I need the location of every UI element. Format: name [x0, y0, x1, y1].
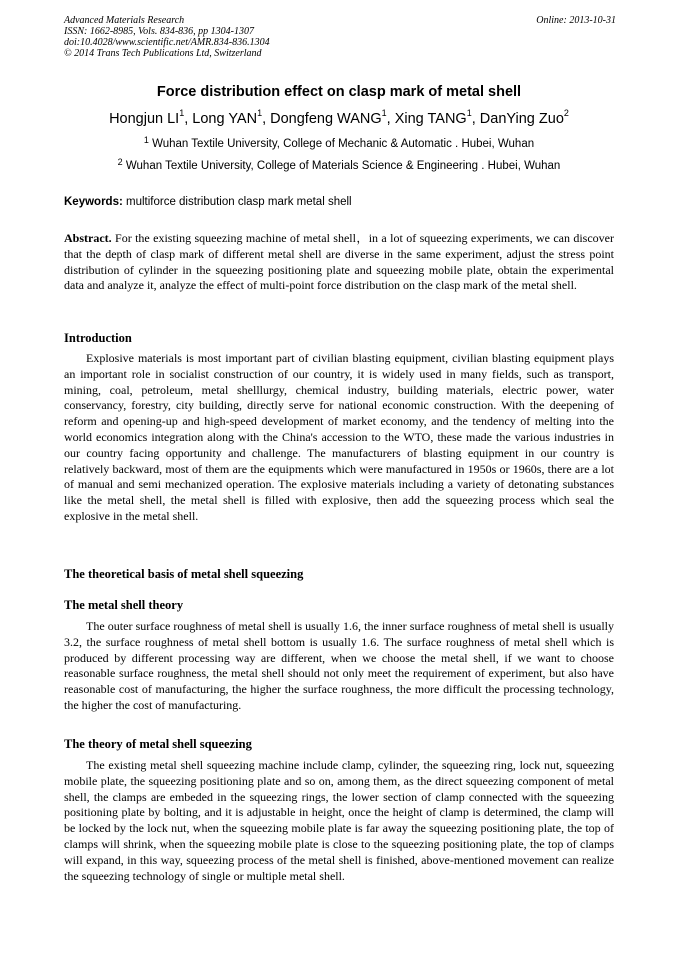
keywords-label: Keywords: [64, 196, 123, 208]
author-name: Hongjun LI [109, 111, 180, 127]
copyright-line: © 2014 Trans Tech Publications Ltd, Switzerland [64, 48, 262, 59]
author-affiliation-mark: 1 [466, 108, 472, 118]
issn-line: ISSN: 1662-8985, Vols. 834-836, pp 1304-1307 [64, 26, 254, 37]
paper-title: Force distribution effect on clasp mark of metal shell [156, 84, 522, 100]
author-name: Xing TANG [394, 111, 467, 127]
section-heading-introduction: Introduction [64, 331, 132, 345]
author-name: DanYing Zuo [479, 111, 564, 127]
online-date: Online: 2013-10-31 [536, 15, 616, 26]
author-affiliation-mark: 2 [563, 108, 569, 118]
journal-header [64, 15, 616, 59]
section-heading-theoretical-basis: The theoretical basis of metal shell squeezing [64, 567, 304, 581]
author-list: Hongjun $LI^1$, Long YAN$^1$, Dongfeng WANG$^1$, Xing TANG$^1$, DanYing Zuo$^2$ [109, 108, 569, 127]
abstract [64, 231, 614, 294]
author-affiliation-mark: 1 [257, 108, 263, 118]
abstract-label: Abstract. [64, 231, 112, 245]
subsection-heading-metal-shell-theory: The metal shell theory [64, 598, 184, 612]
affiliation-text: Wuhan Textile University, College of Mechanic & Automatic . Hubei, Wuhan [152, 138, 535, 150]
author-name: Dongfeng WANG [270, 111, 382, 127]
affiliation-1 [0, 135, 678, 150]
journal-name: Advanced Materials Research [64, 15, 185, 26]
doi-line: doi:10.4028/www.scientific.net/AMR.834-836.1304 [64, 37, 270, 48]
affiliation-text: Wuhan Textile University, College of Materials Science & Engineering . Hubei, Wuhan [125, 160, 561, 172]
metal-shell-theory-paragraph: The outer surface roughness of metal shell is usually 1.6, the inner surface roughness of metal shell is usually 3.2, the surface roughness of metal shell bottom is usually 1.6. The surface roughness of metal shell which is produced by different processing way are different, when we choose the metal shell, if we want to choose reasonable surface roughness, the metal shell should not only meet the requirement of experiment, but also have reasonable cost of manufacturing, the higher the surface roughness, the more difficult the processing technology, the higher the cost of manufacturing. [64, 619, 614, 712]
squeezing-theory-paragraph: The existing metal shell squeezing machine include clamp, cylinder, the squeezing ring, lock nut, squeezing mobile plate, the squeezing positioning plate and so on, among them, as the direct squeezing component of metal shell, the clamps are embeded in the squeezing rings, the lower section of clamp connected with the squeezing positioning plate by bolting, and it is adjustable in height, once the height of clamp is determined, the clamp will be locked by the lock nut, when the squeezing mobile plate is far away the squeezing positioning plate, the top of clamps will shrink, when the squeezing mobile plate is close to the squeezing positioning plate, the top of clamps will expand, in this way, squeezing process of the metal shell is finished, above-mentioned movement can realize the squeezing technology of single or multiple metal shell. [64, 758, 614, 883]
author-affiliation-mark: 1 [381, 108, 387, 118]
keywords-text: multiforce distribution clasp mark metal shell [126, 196, 352, 208]
affiliation-mark: 1 [143, 135, 149, 145]
subsection-heading-squeezing-theory: The theory of metal shell squeezing [64, 737, 252, 751]
abstract-text: For the existing squeezing machine of metal shell，in a lot of squeezing experiments, we can discover that the depth of clasp mark of different metal shell are diverse in the same experiment, adjust the stress point distribution of cylinder in the squeezing positioning plate and squeezing mobile plate, obtain the experimental data and analyze it, analyze the effect of multi-point force distribution on the clasp mark of the metal shell. [64, 231, 615, 293]
affiliation-2 [0, 157, 678, 172]
keywords [64, 196, 352, 208]
introduction-paragraph: Explosive materials is most important part of civilian blasting equipment, civilian blasting equipment plays an important role in socialist construction of our country, it is widely used in many fields, such as transport, mining, coal, petroleum, metal shelllurgy, chemical industry, building materials, electric power, water conservancy, forestry, city building, directly serve for national economic construction. With the deepening of reform and opening-up and high-speed development of market economy, and the tendency of melting into the world economics integration along with the China's accession to the WTO, these made the various industries in our country facing opportunity and challenge. The manufacturers of blasting equipment in our country is relatively backward, most of them are the equipments which were manufactured in 1950s or 1960s, there are a lot of manual and semi mechanized operation. The explosive materials including a variety of detonating substances like the metal shell, the metal shell is filled with explosive, then add the squeezing process which seal the explosive in the metal shell. [64, 351, 614, 523]
author-name: Long YAN [192, 111, 258, 127]
author-affiliation-mark: 1 [179, 108, 185, 118]
affiliation-mark: 2 [117, 157, 123, 167]
